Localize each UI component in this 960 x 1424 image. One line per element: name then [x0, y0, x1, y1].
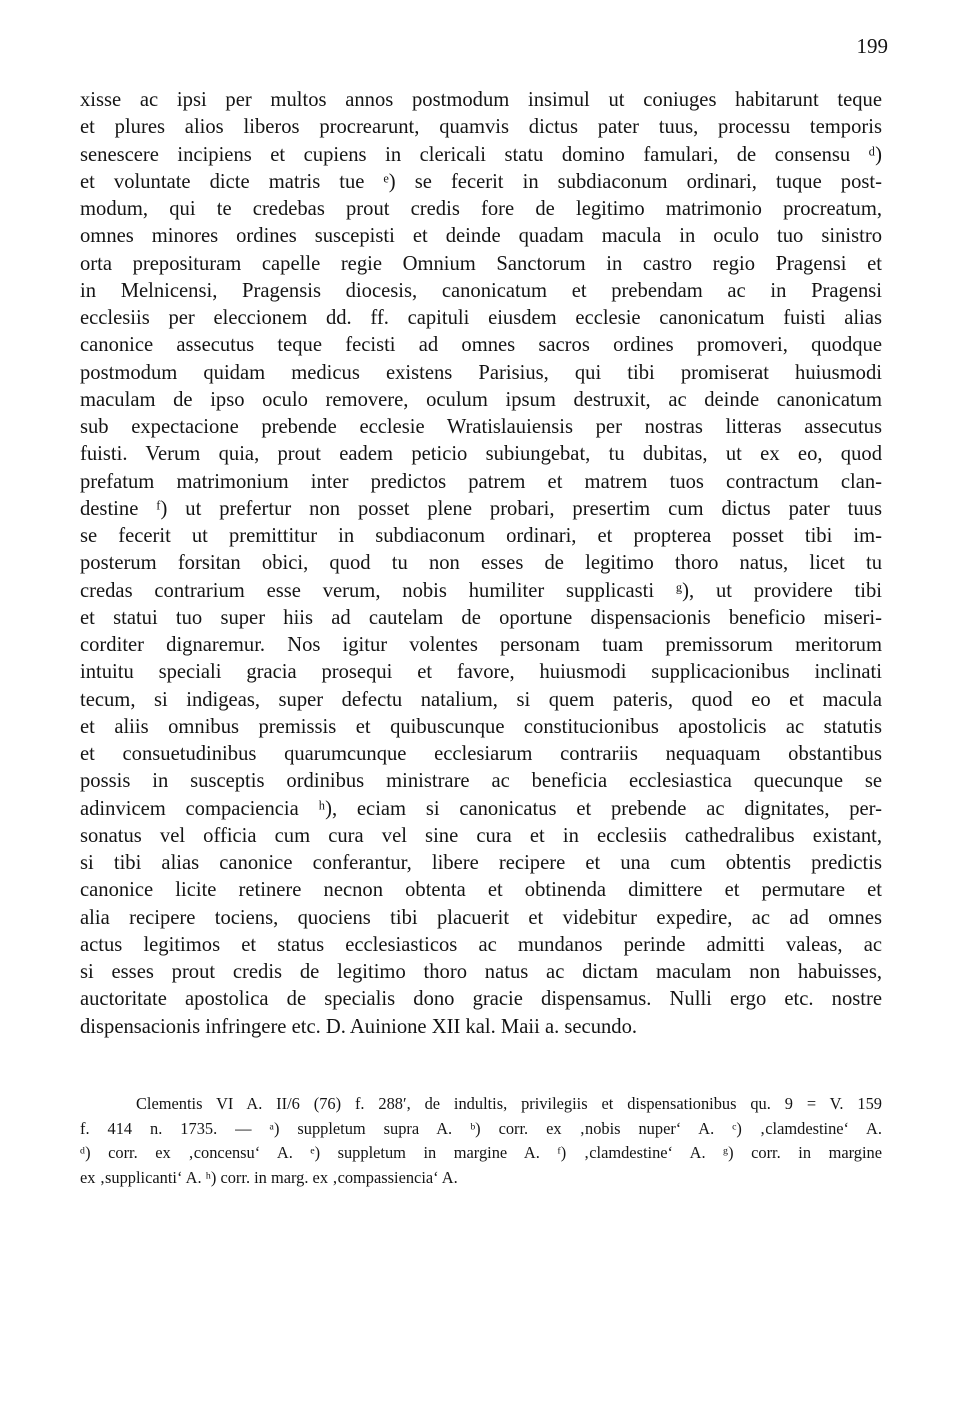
text-line: auctoritate apostolica de specialis dono gracie dispensamus. Nulli ergo etc. nostre — [80, 988, 882, 1011]
text-line: credas contrarium esse verum, nobis humiliter supplicasti ᵍ), ut providere tibi — [80, 579, 882, 602]
text-line: si tibi alias canonice conferantur, libere recipere et una cum obtentis predictis — [80, 852, 882, 874]
text-line: xisse ac ipsi per multos annos postmodum insimul ut coniuges habitarunt teque — [80, 89, 882, 111]
text-line: possis in susceptis ordinibus ministrare ac beneficia ecclesiastica quecunque se — [80, 770, 882, 793]
text-line: senescere incipiens et cupiens in clericali statu domino famulari, de consensu ᵈ) — [80, 143, 882, 166]
text-line: se fecerit ut premittitur in subdiaconum ordinari, et propterea posset tibi im- — [80, 525, 882, 547]
text-line: ecclesiis per eleccionem dd. ff. capituli eiusdem ecclesie canonicatum fuisti alias — [80, 307, 882, 329]
text-line: dispensacionis infringere etc. D. Auinione XII kal. Maii a. secundo. — [80, 1015, 638, 1038]
footnote-line: Clementis VI A. II/6 (76) f. 288′, de indultis, privilegiis et dispensationibus qu. 9 = V. 159 — [136, 1094, 882, 1113]
text-line: postmodum quidam medicus existens Parisius, qui tibi promiserat huiusmodi — [80, 361, 882, 384]
footnotes — [80, 1092, 882, 1190]
text-line: et plures alios liberos procrearunt, quamvis dictus pater tuus, processu temporis — [80, 116, 882, 139]
text-line: tecum, si indigeas, super defectu natalium, si quem pateris, quod eo et macula — [80, 688, 882, 711]
text-line: modum, qui te credebas prout credis fore de legitimo matrimonio procreatum, — [80, 198, 882, 220]
text-line: et consuetudinibus quarumcunque ecclesiarum contrariis nequaquam obstantibus — [80, 743, 882, 765]
text-line: sonatus vel officia cum cura vel sine cura et in ecclesiis cathedralibus existant, — [80, 824, 882, 847]
main-text — [80, 87, 882, 1041]
footnote-line: ᵈ) corr. ex ‚concensu‘ A. ᵉ) suppletum in margine A. ᶠ) ‚clamdestine‘ A. ᵍ) corr. in margine — [80, 1143, 882, 1162]
text-line: sub expectacione prebende ecclesie Wratislauiensis per nostras litteras assecutus — [80, 416, 882, 438]
page-number: 199 — [856, 34, 888, 58]
text-line: posterum forsitan obici, quod tu non esses de legitimo thoro natus, licet tu — [80, 552, 882, 575]
text-line: actus legitimos et status ecclesiasticos ac mundanos perinde admitti valeas, ac — [80, 933, 882, 956]
text-line: et statui tuo super hiis ad cautelam de oportune dispensacionis beneficio miseri- — [80, 606, 882, 629]
footnote-line: ex ‚supplicanti‘ A. ʰ) corr. in marg. ex ‚compassiencia‘ A. — [80, 1167, 458, 1187]
text-line: destine ᶠ) ut prefertur non posset plene probari, presertim cum dictus pater tuus — [80, 497, 882, 520]
text-line: alia recipere tociens, quociens tibi placuerit et videbitur expedire, ac ad omnes — [80, 906, 882, 929]
text-line: orta preposituram capelle regie Omnium Sanctorum in castro regio Pragensi et — [80, 252, 882, 275]
text-line: et aliis omnibus premissis et quibuscunque constitucionibus apostolicis ac statutis — [80, 715, 882, 738]
text-line: canonice assecutus teque fecisti ad omnes sacros ordines promoveri, quodque — [80, 334, 882, 357]
text-line: omnes minores ordines suscepisti et deinde quadam macula in oculo tuo sinistro — [80, 225, 882, 248]
text-line: intuitu speciali gracia prosequi et favore, huiusmodi supplicacionibus inclinati — [80, 661, 882, 684]
text-line: maculam de ipso oculo removere, oculum ipsum destruxit, ac deinde canonicatum — [80, 388, 882, 411]
text-line: si esses prout credis de legitimo thoro natus ac dictam maculam non habuisses, — [80, 961, 882, 983]
text-line: fuisti. Verum quia, prout eadem peticio subiungebat, tu dubitas, ut ex eo, quod — [80, 443, 882, 466]
footnote-line: f. 414 n. 1735. — ᵃ) suppletum supra A. ᵇ) corr. ex ‚nobis nuper‘ A. ᶜ) ‚clamdestine‘ A. — [80, 1118, 882, 1138]
text-line: corditer dignaremur. Nos igitur volentes personam tuam premissorum meritorum — [80, 634, 882, 656]
text-line: canonice licite retinere necnon obtenta et obtinenda dimittere et permutare et — [80, 879, 882, 902]
text-line: prefatum matrimonium inter predictos patrem et matrem tuos contractum clan- — [80, 470, 882, 493]
text-line: adinvicem compaciencia ʰ), eciam si canonicatus et prebende ac dignitates, per- — [80, 797, 882, 820]
text-line: in Melnicensi, Pragensis diocesis, canonicatum et prebendam ac in Pragensi — [80, 279, 882, 302]
text-line: et voluntate dicte matris tue ᵉ) se fecerit in subdiaconum ordinari, tuque post- — [80, 170, 882, 193]
